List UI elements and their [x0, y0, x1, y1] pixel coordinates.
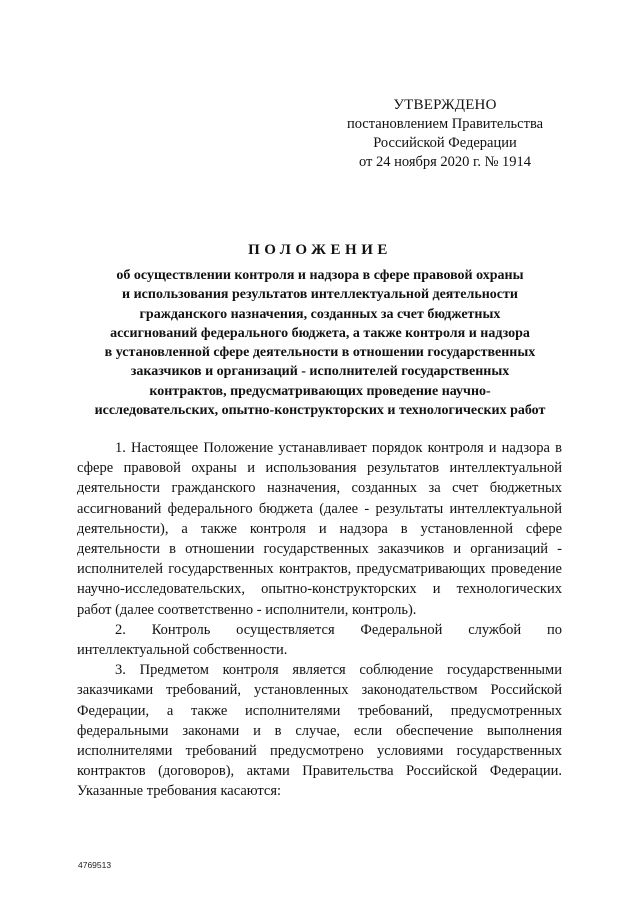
paragraph-2: 2. Контроль осуществляется Федеральной службой по интеллектуальной собственности. — [77, 621, 562, 659]
subtitle-line: заказчиков и организаций - исполнителей государственных — [130, 364, 510, 380]
subtitle-line: ассигнований федерального бюджета, а также контроля и надзора — [110, 325, 530, 341]
paragraph-1: 1. Настоящее Положение устанавливает порядок контроля и надзора в сфере правовой охраны и использования результатов интеллектуальной деятельности гражданского назначения, созданных за счет бюджетных ассигнований федерального бюджета (далее - результаты интеллектуальной деятельности), а также контроля и надзора в установленной сфере деятельности в отношении государственных заказчиков и организаций - исполнителей государственных контрактов, предусматривающих проведение научно-исследовательских, опытно-конструкторских и технологических работ (далее соответственно - исполнители, контроль). — [77, 440, 562, 618]
approval-stamp — [300, 96, 590, 172]
approval-line-3: от 24 ноября 2020 г. № 1914 — [358, 154, 532, 170]
approval-heading: УТВЕРЖДЕНО — [393, 97, 497, 113]
subtitle-line: в установленной сфере деятельности в отношении государственных — [104, 345, 536, 361]
approval-line-1: постановлением Правительства — [346, 116, 544, 132]
document-body — [77, 438, 562, 802]
subtitle-line: гражданского назначения, созданных за счет бюджетных — [139, 306, 501, 322]
document-code: 4769513 — [78, 860, 112, 870]
subtitle-line: и использования результатов интеллектуальной деятельности — [122, 287, 518, 303]
document-subtitle — [60, 266, 580, 420]
subtitle-line: контрактов, предусматривающих проведение научно- — [149, 383, 491, 399]
subtitle-line: об осуществлении контроля и надзора в сфере правовой охраны — [116, 268, 524, 283]
subtitle-line: исследовательских, опытно-конструкторских и технологических работ — [94, 403, 546, 419]
document-title: ПОЛОЖЕНИЕ — [248, 242, 392, 258]
paragraph-3: 3. Предметом контроля является соблюдение государственными заказчиками требований, установленных законодательством Российской Федерации, а также исполнителями требований, предусмотренных федеральными законами и в случае, если обеспечение выполнения исполнителями требований предусмотрено условиями государственных контрактов (договоров), актами Правительства Российской Федерации. Указанные требования касаются: — [77, 662, 562, 800]
approval-line-2: Российской Федерации — [373, 135, 517, 151]
